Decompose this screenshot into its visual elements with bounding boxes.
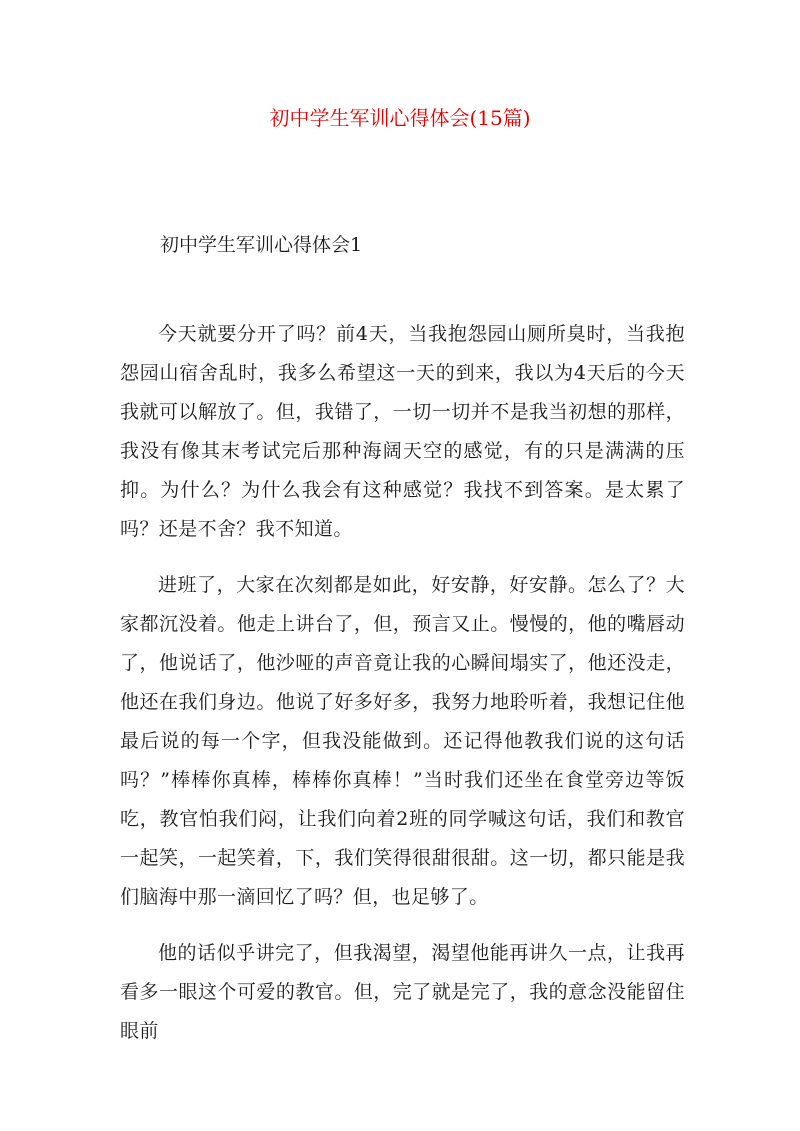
- section-heading: 初中学生军训心得体会1: [160, 234, 363, 256]
- document-title: 初中学生军训心得体会(15篇): [269, 106, 531, 130]
- paragraph-2: 进班了，大家在次刻都是如此，好安静，好安静。怎么了？大家都沉没着。他走上讲台了，但，预言又止。慢慢的，他的嘴唇动了，他说话了，他沙哑的声音竟让我的心瞬间塌实了，他还没走，他还在我们身边。他说了好多好多，我努力地聆听着，我想记住他最后说的每一个字，但我没能做到。还记得他教我们说的这句话吗？”棒棒你真棒，棒棒你真棒！”当时我们还坐在食堂旁边等饭吃，教官怕我们闷，让我们向着2班的同学喊这句话，我们和教官一起笑，一起笑着，下，我们笑得很甜很甜。这一切，都只能是我们脑海中那一滴回忆了吗？但，也足够了。: [120, 574, 685, 908]
- body-text: [120, 315, 685, 1068]
- paragraph-1: 今天就要分开了吗？前4天，当我抱怨园山厕所臭时，当我抱怨园山宿舍乱时，我多么希望这一天的到来，我以为4天后的今天我就可以解放了。但，我错了，一切一切并不是我当初想的那样，我没有像其末考试完后那种海阔天空的感觉，有的只是满满的压抑。为什么？为什么我会有这种感觉？我找不到答案。是太累了吗？还是不舍？我不知道。: [120, 323, 685, 540]
- paragraph-3: 他的话似乎讲完了，但我渴望，渴望他能再讲久一点，让我再看多一眼这个可爱的教官。但，完了就是完了，我的意念没能留住眼前: [120, 942, 685, 1042]
